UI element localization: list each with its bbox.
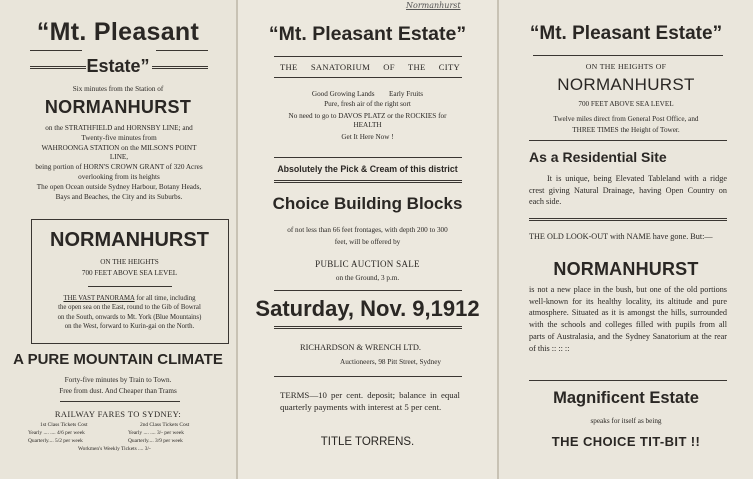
p1-box-sub1: ON THE HEIGHTS <box>100 258 159 266</box>
p1-normanhurst-box <box>31 219 229 344</box>
p1-panorama <box>34 294 225 332</box>
p3-speaks: speaks for itself as being <box>590 417 662 425</box>
p1-rule-right <box>156 50 208 51</box>
fares-row2-col2: Quarterly.... 3/9 per week <box>128 438 183 444</box>
p3-rule-top <box>533 55 723 56</box>
p3-title: “Mt. Pleasant Estate” <box>529 23 723 44</box>
fares-col1-header: 1st Class Tickets Cost <box>40 422 88 428</box>
p2-ground: on the Ground, 3 p.m. <box>335 274 400 282</box>
p3-dbl-rule <box>529 218 727 221</box>
p1-climate-heading: A PURE MOUNTAIN CLIMATE <box>13 351 223 368</box>
fares-row1-col2: Yearly .... .... 3/- per week <box>128 430 184 436</box>
p2-pick: Absolutely the Pick & Cream of this district <box>277 164 458 174</box>
p1-line3: WAHROONGA STATION on the MILSON'S POINT <box>41 143 197 152</box>
p1-climate-rule <box>60 401 180 402</box>
p2-line2: Pure, fresh air of the right sort <box>324 99 411 108</box>
p1-station-name: NORMANHURST <box>44 97 192 117</box>
p2-frontage2: feet, will be offered by <box>334 238 401 246</box>
p1-climate-line2: Free from dust. And Cheaper than Trams <box>59 387 177 395</box>
p3-desc: is not a new place in the bush, but one of the old portions well-known for its healthy locality, its altitude and pure atmosphere. Situated as it is amongst the hills, surrounded with the schools and colleges filled with pupils from all parts of Australasia, and the Sydney Sanatorium at the rear of this :: :: :: <box>529 285 727 353</box>
p2-auctioneer: RICHARDSON & WRENCH LTD. <box>300 343 421 352</box>
p2-auctioneer-sub: Auctioneers, 98 Pitt Street, Sydney <box>340 358 442 366</box>
p3-name: NORMANHURST <box>557 75 695 94</box>
p3-name2: NORMANHURST <box>553 259 699 279</box>
p1-line4: LINE, <box>109 153 129 162</box>
p1-line1: on the STRATHFIELD and HORNSBY LINE; and <box>45 124 193 132</box>
p2-date: Saturday, Nov. 9,1912 <box>255 296 480 321</box>
p1-line5: being portion of HORN'S CROWN GRANT of 320 Acres <box>35 163 203 172</box>
p3-magnificent: Magnificent Estate <box>553 389 699 407</box>
p3-lookout: THE OLD LOOK-OUT with NAME have gone. But:— <box>529 232 713 241</box>
p3-unique: It is unique, being Elevated Tableland with a ridge crest giving Natural Drainage, having Open Country on each side. <box>529 174 727 206</box>
p3-twelve2: THREE TIMES the Height of Tower. <box>572 126 680 134</box>
p1-title-line2: Estate” <box>86 56 150 76</box>
p2-auction: PUBLIC AUCTION SALE <box>315 259 420 269</box>
p3-twelve1: Twelve miles direct from General Post Office, and <box>553 115 699 123</box>
p2-line4: HEALTH <box>353 121 382 130</box>
p1-line6: overlooking from its heights <box>78 172 160 181</box>
p1-station-intro: Six minutes from the Station of <box>72 85 164 93</box>
right-panel <box>499 0 753 479</box>
p1-box-title: NORMANHURST <box>50 229 209 251</box>
middle-panel <box>238 0 497 479</box>
p3-titbit: THE CHOICE TIT-BIT !! <box>551 434 701 449</box>
p2-subtitle: THE SANATORIUM OF THE CITY <box>280 62 460 72</box>
p1-panorama-line1: for all time, including <box>136 295 196 302</box>
p2-line1: Good Growing Lands Early Fruits <box>311 90 424 98</box>
p1-panorama-lead: THE VAST PANORAMA <box>63 295 135 302</box>
fares-col2-header: 2nd Class Tickets Cost <box>140 422 190 428</box>
p2-rule-2 <box>274 77 462 78</box>
p1-box-rule <box>88 286 172 287</box>
p1-line7: The open Ocean outside Sydney Harbour, Botany Heads, <box>36 182 202 191</box>
p2-rule-3 <box>274 157 462 158</box>
p2-torrens: TITLE TORRENS. <box>320 436 415 448</box>
p2-line5: Get It Here Now ! <box>341 133 394 142</box>
p1-climate-line1: Forty-five minutes by Train to Town. <box>64 376 172 384</box>
fares-footer: Workmen's Weekly Tickets .... 3/- <box>78 446 151 452</box>
p3-sea: 700 FEET ABOVE SEA LEVEL <box>578 100 674 108</box>
p1-dbl-rule-left <box>30 66 86 69</box>
p3-rule-2 <box>529 140 727 141</box>
p1-location-text <box>6 124 232 202</box>
p1-panorama-line2: the open sea on the East, round to the Gib of Bowral <box>58 304 201 312</box>
p2-terms: TERMS—10 per cent. deposit; balance in equal quarterly payments with interest at 5 per cent. <box>280 390 460 412</box>
fares-row2-col1: Quarterly.... 5/2 per week <box>28 438 83 444</box>
p2-dbl-rule <box>274 180 462 183</box>
left-panel <box>0 0 236 479</box>
p1-panorama-line3: on the South, onwards to Mt. York (Blue Mountains) <box>57 313 202 321</box>
p1-title-line1: “Mt. Pleasant <box>36 18 200 46</box>
p1-fares-heading: RAILWAY FARES TO SYDNEY: <box>54 409 182 419</box>
p3-residential: As a Residential Site <box>529 149 667 165</box>
p2-blocks: Choice Building Blocks <box>272 194 463 213</box>
p2-title: “Mt. Pleasant Estate” <box>268 23 467 45</box>
p2-rule-4 <box>274 290 462 291</box>
p2-line3: No need to go to DAVOS PLATZ or the ROCKIES for <box>288 111 447 120</box>
p2-frontage1: of not less than 66 feet frontages, with depth 200 to 300 <box>287 226 448 234</box>
p1-panorama-line4: on the West, forward to Kurin-gai on the North. <box>64 323 195 331</box>
p1-dbl-rule-right <box>152 66 208 69</box>
p2-rule-top <box>274 56 462 57</box>
p1-box-sub2: 700 FEET ABOVE SEA LEVEL <box>81 269 178 277</box>
p2-features <box>238 90 497 143</box>
p3-heights: ON THE HEIGHTS OF <box>585 62 667 71</box>
handwritten-annotation: Normanhurst <box>406 1 461 10</box>
p1-line8: Bays and Beaches, the City and its Suburbs. <box>55 192 183 201</box>
p3-rule-3 <box>529 380 727 381</box>
p2-dbl-rule-2 <box>274 326 462 329</box>
p1-line2: Twenty-five minutes from <box>81 133 157 142</box>
p2-rule-5 <box>274 376 462 377</box>
fares-row1-col1: Yearly .... .... 4/6 per week <box>28 430 85 436</box>
p1-rule-left <box>30 50 82 51</box>
